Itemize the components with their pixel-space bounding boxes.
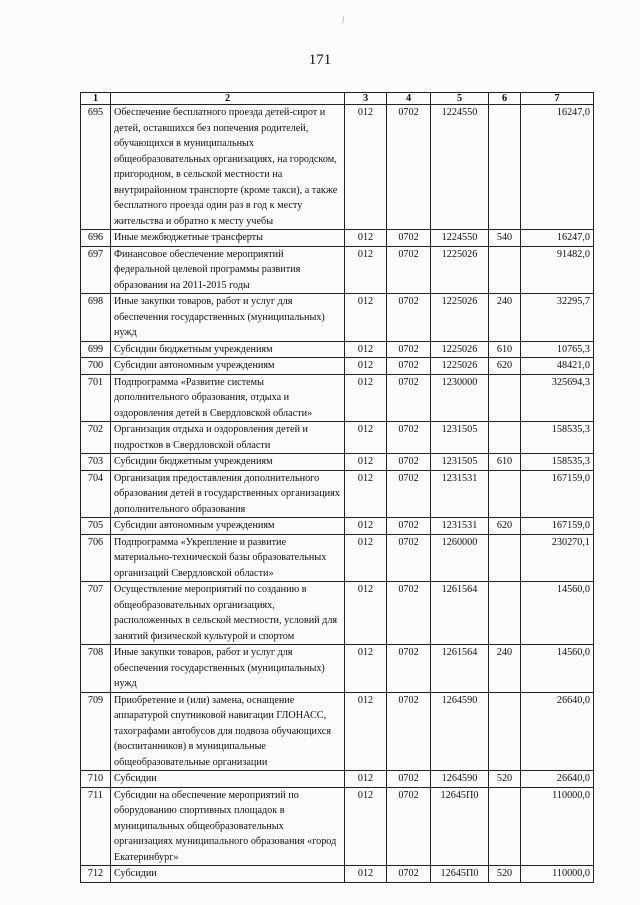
row-number: 697	[81, 246, 111, 294]
table-row	[81, 771, 594, 788]
table-row	[81, 294, 594, 342]
row-code-target: 1224550	[431, 230, 489, 247]
row-number: 711	[81, 787, 111, 866]
row-number: 705	[81, 518, 111, 535]
row-number: 708	[81, 645, 111, 693]
row-code-expense-type	[489, 105, 521, 230]
row-code-expense-type: 240	[489, 294, 521, 342]
row-code-expense-type	[489, 582, 521, 645]
row-amount: 158535,3	[521, 422, 594, 454]
row-code-expense-type	[489, 470, 521, 518]
row-code-ministry: 012	[345, 534, 387, 582]
row-code-section: 0702	[387, 374, 431, 422]
row-code-section: 0702	[387, 422, 431, 454]
row-code-section: 0702	[387, 105, 431, 230]
row-code-expense-type: 610	[489, 341, 521, 358]
row-code-expense-type	[489, 422, 521, 454]
row-amount: 10765,3	[521, 341, 594, 358]
row-description: Субсидии автономным учреждениям	[111, 358, 345, 375]
row-number: 706	[81, 534, 111, 582]
table-row	[81, 518, 594, 535]
table-row	[81, 374, 594, 422]
row-code-expense-type: 240	[489, 645, 521, 693]
row-number: 698	[81, 294, 111, 342]
row-number: 703	[81, 454, 111, 471]
table-row	[81, 105, 594, 230]
row-description: Финансовое обеспечение мероприятий федеральной целевой программы развития образования на 2011-2015 годы	[111, 246, 345, 294]
row-code-ministry: 012	[345, 771, 387, 788]
table-row	[81, 787, 594, 866]
row-code-ministry: 012	[345, 374, 387, 422]
row-code-target: 1231531	[431, 518, 489, 535]
row-code-section: 0702	[387, 230, 431, 247]
row-code-target: 12645П0	[431, 866, 489, 883]
row-code-expense-type	[489, 692, 521, 771]
row-code-target: 1264590	[431, 692, 489, 771]
row-code-section: 0702	[387, 518, 431, 535]
row-code-ministry: 012	[345, 358, 387, 375]
row-number: 704	[81, 470, 111, 518]
row-code-ministry: 012	[345, 454, 387, 471]
row-description: Организация предоставления дополнительного образования детей в государственных организациях дополнительного образования	[111, 470, 345, 518]
row-number: 701	[81, 374, 111, 422]
col-header-4: 4	[387, 93, 431, 105]
table-row	[81, 358, 594, 375]
row-code-ministry: 012	[345, 422, 387, 454]
row-description: Субсидии	[111, 866, 345, 883]
row-code-expense-type: 520	[489, 771, 521, 788]
row-code-expense-type: 610	[489, 454, 521, 471]
col-header-2: 2	[111, 93, 345, 105]
row-number: 699	[81, 341, 111, 358]
row-code-section: 0702	[387, 582, 431, 645]
row-description: Субсидии на обеспечение мероприятий по оборудованию спортивных площадок в муниципальных общеобразовательных организациях муниципального образования «город Екатеринбург»	[111, 787, 345, 866]
row-code-ministry: 012	[345, 787, 387, 866]
table-row	[81, 230, 594, 247]
row-number: 696	[81, 230, 111, 247]
row-amount: 167159,0	[521, 470, 594, 518]
row-description: Осуществление мероприятий по созданию в общеобразовательных организациях, расположенных в сельской местности, условий для занятий физической культурой и спортом	[111, 582, 345, 645]
row-code-target: 1225026	[431, 294, 489, 342]
row-code-target: 1264590	[431, 771, 489, 788]
row-number: 702	[81, 422, 111, 454]
col-header-1: 1	[81, 93, 111, 105]
header-row	[81, 93, 594, 105]
row-code-section: 0702	[387, 645, 431, 693]
budget-table	[80, 92, 594, 883]
row-code-target: 12645П0	[431, 787, 489, 866]
row-code-expense-type	[489, 246, 521, 294]
table-row	[81, 866, 594, 883]
table-row	[81, 692, 594, 771]
row-code-target: 1261564	[431, 582, 489, 645]
row-amount: 167159,0	[521, 518, 594, 535]
row-code-expense-type: 620	[489, 518, 521, 535]
row-amount: 14560,0	[521, 582, 594, 645]
row-amount: 230270,1	[521, 534, 594, 582]
row-code-target: 1231531	[431, 470, 489, 518]
table-row	[81, 534, 594, 582]
row-description: Субсидии	[111, 771, 345, 788]
row-number: 712	[81, 866, 111, 883]
row-code-target: 1260000	[431, 534, 489, 582]
row-description: Иные закупки товаров, работ и услуг для обеспечения государственных (муниципальных) нужд	[111, 294, 345, 342]
col-header-6: 6	[489, 93, 521, 105]
row-description: Иные закупки товаров, работ и услуг для обеспечения государственных (муниципальных) нужд	[111, 645, 345, 693]
table-row	[81, 645, 594, 693]
row-code-ministry: 012	[345, 645, 387, 693]
row-code-section: 0702	[387, 454, 431, 471]
row-code-ministry: 012	[345, 582, 387, 645]
row-number: 709	[81, 692, 111, 771]
row-code-target: 1261564	[431, 645, 489, 693]
row-description: Субсидии бюджетным учреждениям	[111, 454, 345, 471]
row-number: 700	[81, 358, 111, 375]
row-number: 710	[81, 771, 111, 788]
col-header-3: 3	[345, 93, 387, 105]
row-code-ministry: 012	[345, 246, 387, 294]
row-description: Субсидии автономным учреждениям	[111, 518, 345, 535]
row-code-ministry: 012	[345, 866, 387, 883]
row-code-target: 1231505	[431, 454, 489, 471]
row-code-section: 0702	[387, 358, 431, 375]
table-row	[81, 341, 594, 358]
row-description: Подпрограмма «Укрепление и развитие материально-технической базы образовательных организаций Свердловской области»	[111, 534, 345, 582]
row-amount: 16247,0	[521, 230, 594, 247]
row-code-section: 0702	[387, 866, 431, 883]
row-amount: 32295,7	[521, 294, 594, 342]
row-amount: 110000,0	[521, 787, 594, 866]
row-code-ministry: 012	[345, 470, 387, 518]
row-code-section: 0702	[387, 692, 431, 771]
row-code-section: 0702	[387, 771, 431, 788]
row-code-target: 1230000	[431, 374, 489, 422]
row-code-expense-type: 540	[489, 230, 521, 247]
row-code-target: 1225026	[431, 246, 489, 294]
page-number: 171	[308, 52, 332, 68]
row-description: Подпрограмма «Развитие системы дополнительного образования, отдыха и оздоровления детей в Свердловской области»	[111, 374, 345, 422]
row-code-section: 0702	[387, 246, 431, 294]
row-code-expense-type: 620	[489, 358, 521, 375]
margin-mark: /	[340, 13, 347, 27]
row-code-expense-type	[489, 374, 521, 422]
row-amount: 325694,3	[521, 374, 594, 422]
row-amount: 91482,0	[521, 246, 594, 294]
row-amount: 48421,0	[521, 358, 594, 375]
table-row	[81, 470, 594, 518]
row-amount: 110000,0	[521, 866, 594, 883]
row-code-ministry: 012	[345, 105, 387, 230]
row-code-target: 1224550	[431, 105, 489, 230]
row-amount: 14560,0	[521, 645, 594, 693]
row-code-ministry: 012	[345, 692, 387, 771]
row-code-section: 0702	[387, 470, 431, 518]
row-number: 695	[81, 105, 111, 230]
table-row	[81, 246, 594, 294]
table-row	[81, 454, 594, 471]
row-code-ministry: 012	[345, 518, 387, 535]
row-code-expense-type	[489, 534, 521, 582]
row-amount: 16247,0	[521, 105, 594, 230]
row-code-target: 1225026	[431, 341, 489, 358]
row-code-expense-type	[489, 787, 521, 866]
row-amount: 158535,3	[521, 454, 594, 471]
row-description: Иные межбюджетные трансферты	[111, 230, 345, 247]
row-code-section: 0702	[387, 787, 431, 866]
row-description: Организация отдыха и оздоровления детей и подростков в Свердловской области	[111, 422, 345, 454]
row-description: Субсидии бюджетным учреждениям	[111, 341, 345, 358]
row-description: Приобретение и (или) замена, оснащение аппаратурой спутниковой навигации ГЛОНАСС, тахографами автобусов для подвоза обучающихся (воспитанников) в муниципальные общеобразовательные организации	[111, 692, 345, 771]
table-row	[81, 422, 594, 454]
row-code-ministry: 012	[345, 230, 387, 247]
row-code-section: 0702	[387, 341, 431, 358]
row-amount: 26640,0	[521, 771, 594, 788]
row-code-expense-type: 520	[489, 866, 521, 883]
row-number: 707	[81, 582, 111, 645]
row-code-ministry: 012	[345, 294, 387, 342]
row-code-target: 1231505	[431, 422, 489, 454]
row-code-ministry: 012	[345, 341, 387, 358]
row-description: Обеспечение бесплатного проезда детей-сирот и детей, оставшихся без попечения родителей, обучающихся в муниципальных общеобразовательных организациях, на городском, пригородном, в сельской местности на внутрирайонном транспорте (кроме такси), а также бесплатного проезда один раз в год к месту жительства и обратно к месту учебы	[111, 105, 345, 230]
row-amount: 26640,0	[521, 692, 594, 771]
row-code-section: 0702	[387, 294, 431, 342]
row-code-target: 1225026	[431, 358, 489, 375]
col-header-7: 7	[521, 93, 594, 105]
table-row	[81, 582, 594, 645]
row-code-section: 0702	[387, 534, 431, 582]
col-header-5: 5	[431, 93, 489, 105]
